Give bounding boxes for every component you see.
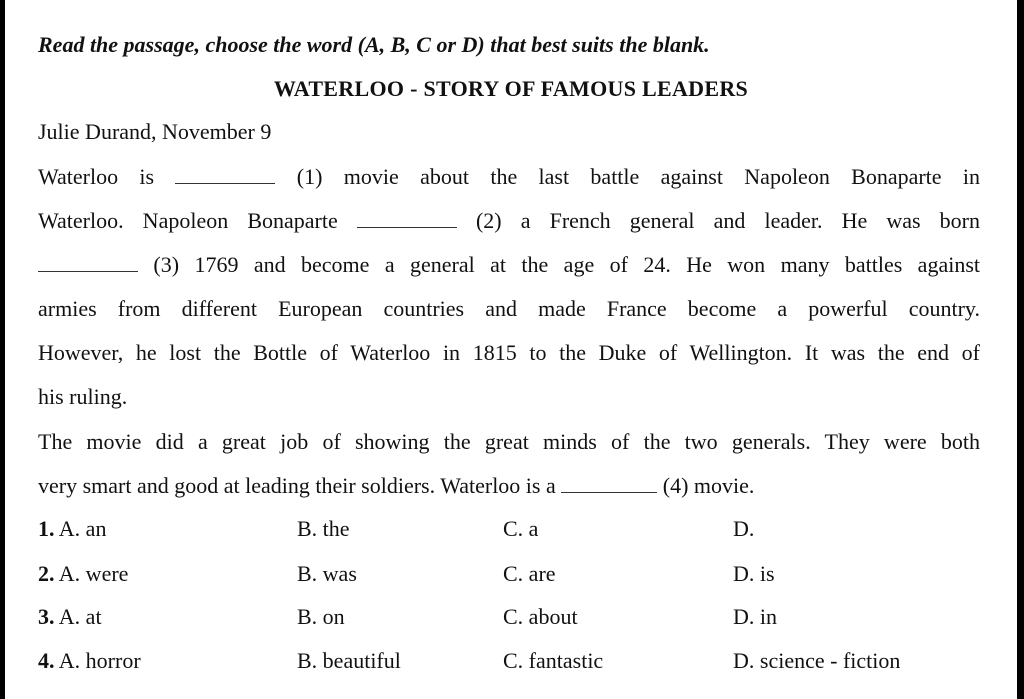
- option-b[interactable]: B. the: [297, 516, 350, 541]
- option-a-label: A. an: [58, 516, 107, 541]
- option-d[interactable]: D.: [733, 516, 755, 541]
- passage-text: very smart and good at leading their soldiers. Waterloo is a: [38, 473, 556, 498]
- option-d[interactable]: D. is: [733, 561, 775, 586]
- byline: Julie Durand, November 9: [38, 119, 272, 144]
- passage-line-2: [38, 207, 980, 235]
- option-a-label: A. horror: [58, 648, 141, 673]
- option-a[interactable]: [38, 560, 128, 588]
- option-d[interactable]: D. in: [733, 604, 777, 629]
- passage-text: Waterloo. Napoleon Bonaparte: [38, 208, 338, 233]
- passage-line-1: [38, 163, 980, 191]
- document-page: [5, 0, 1017, 699]
- blank-1: [175, 166, 275, 184]
- passage-line-4: armies from different European countries and made France become a powerful country.: [38, 296, 980, 321]
- option-c[interactable]: C. are: [503, 561, 556, 586]
- question-number: 1.: [38, 516, 55, 541]
- option-c[interactable]: C. about: [503, 604, 578, 629]
- passage-line-6: his ruling.: [38, 384, 128, 409]
- option-a-label: A. at: [58, 604, 102, 629]
- passage-text: (3) 1769 and become a general at the age of 24. He won many battles against: [153, 252, 981, 277]
- passage-line-7: The movie did a great job of showing the great minds of the two generals. They were both: [38, 429, 980, 454]
- option-a[interactable]: [38, 647, 141, 675]
- option-b[interactable]: B. was: [297, 561, 357, 586]
- passage-line-5: However, he lost the Bottle of Waterloo in 1815 to the Duke of Wellington. It was the end of: [38, 340, 980, 365]
- option-b[interactable]: B. on: [297, 604, 345, 629]
- option-a[interactable]: [38, 603, 102, 631]
- passage-text: (4) movie.: [662, 473, 755, 498]
- question-number: 3.: [38, 604, 55, 629]
- passage-line-8: [38, 472, 754, 500]
- blank-3: [38, 254, 138, 272]
- blank-2: [357, 210, 457, 228]
- passage-text: (1) movie about the last battle against Napoleon Bonaparte in: [296, 164, 981, 189]
- option-b[interactable]: B. beautiful: [297, 648, 401, 673]
- instruction-text: Read the passage, choose the word (A, B, C or D) that best suits the blank.: [38, 32, 710, 57]
- blank-4: [561, 475, 657, 493]
- question-number: 2.: [38, 561, 55, 586]
- option-a[interactable]: [38, 515, 106, 543]
- question-number: 4.: [38, 648, 55, 673]
- option-a-label: A. were: [58, 561, 129, 586]
- passage-text: (2) a French general and leader. He was born: [475, 208, 981, 233]
- passage-line-3: [38, 251, 980, 279]
- option-c[interactable]: C. a: [503, 516, 539, 541]
- passage-text: Waterloo is: [38, 164, 155, 189]
- passage-title: WATERLOO - STORY OF FAMOUS LEADERS: [273, 76, 749, 101]
- option-d[interactable]: D. science - fiction: [733, 648, 901, 673]
- option-c[interactable]: C. fantastic: [503, 648, 604, 673]
